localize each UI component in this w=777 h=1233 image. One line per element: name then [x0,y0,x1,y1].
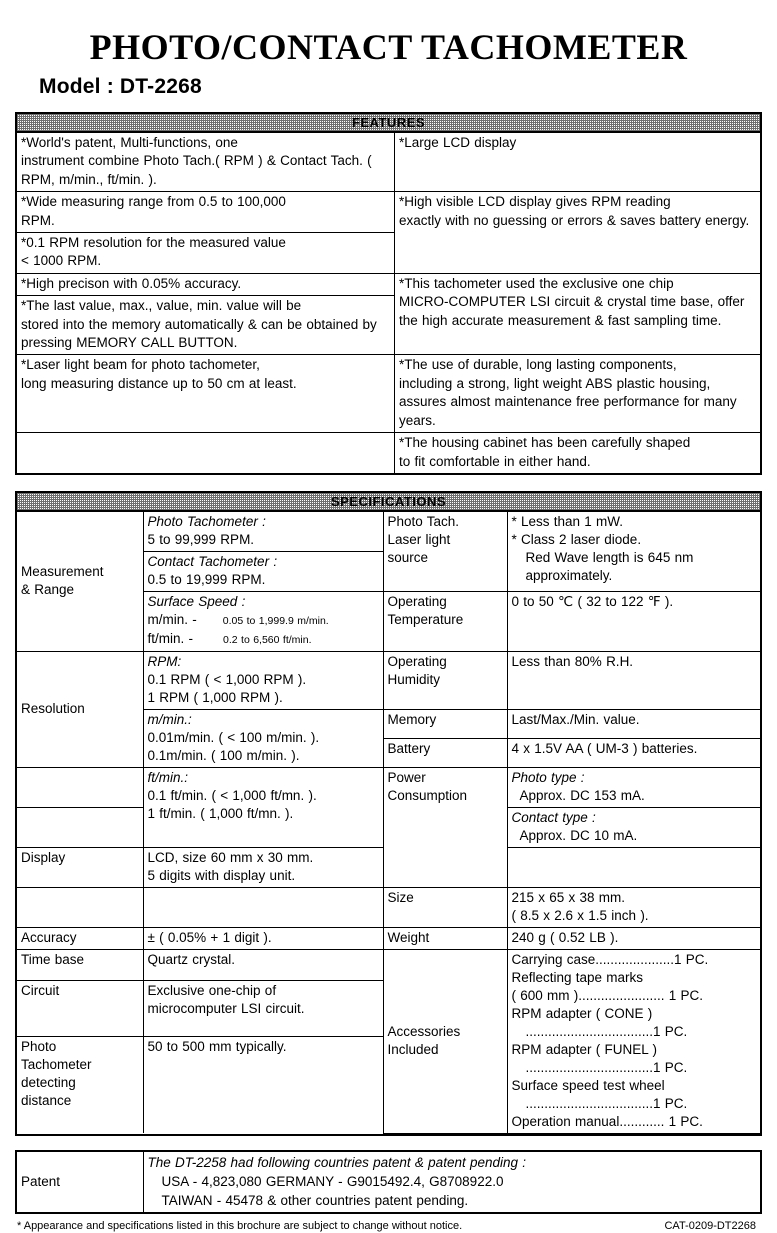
features-block [15,112,762,475]
patent-heading: The DT-2258 had following countries patent & patent pending : [147,1154,527,1170]
spec-value-line [148,611,380,630]
spec-value-line: Approx. DC 10 mA. [519,827,638,843]
spec-display-pad [17,887,143,927]
feature-line: *High precison with 0.05% accuracy. [21,275,242,291]
spec-value-display [143,847,383,887]
spec-value-line: 50 to 500 mm typically. [147,1039,287,1055]
spec-label-line: & Range [21,581,75,597]
spec-label-weight [383,927,507,949]
feature-line: exactly with no guessing or errors & saves [399,212,656,228]
feature-line: to fit comfortable in either hand. [399,453,591,469]
feature-line: performance for many years. [399,394,737,428]
spec-label-operating-humidity [383,651,507,709]
spec-value-laser-source [507,512,760,592]
table-row [17,1152,760,1212]
spec-label-line: Photo [21,1039,57,1055]
spec-value-line: 0.01m/min. ( < 100 m/min. ). [147,729,320,745]
spec-value-line: * Class 2 laser diode. [511,531,642,547]
spec-label-circuit [17,980,143,1036]
spec-value-line: 0.1 RPM ( < 1,000 RPM ). [147,671,307,687]
feature-line: measurement & fast sampling time. [507,312,722,328]
feature-line: *High visible LCD display gives RPM reading [399,194,671,210]
spec-label-size [383,887,507,927]
features-table [17,133,760,473]
feature-line: *Wide measuring range from 0.5 to 100,000 [21,194,286,210]
footer-catalog-number: CAT-0209-DT2268 [664,1219,756,1232]
accessory-item: ( 600 mm )....................... 1 PC. [511,987,704,1003]
spec-subtitle: Surface Speed : [147,593,246,609]
spec-label-accessories [383,949,507,1133]
feature-line: obtained by pressing MEMORY CALL [21,316,377,351]
spec-value-photo-tach [143,512,383,552]
feature-line: long measuring distance up to 50 cm at least. [21,375,297,391]
table-row [17,949,760,980]
spec-value-line: 1 RPM ( 1,000 RPM ). [147,689,283,705]
spec-label-line: Accessories [387,1023,461,1039]
feature-line: BUTTON. [178,335,238,351]
table-row [17,133,760,192]
spec-value-line: 5 digits with display unit. [147,867,296,883]
spec-label-resolution-cont [17,767,143,807]
spec-label-line: Humidity [387,671,441,687]
spec-label-line: Display [21,849,66,865]
spec-value-line: Quartz crystal. [147,951,236,967]
spec-value-power-contact [507,807,760,847]
feature-line: *World's patent, Multi-functions, one [21,135,238,150]
spec-value-resolution-ftmin [143,767,383,847]
feature-line: time base, offer the high accurate [399,294,745,328]
spec-value-line: Approx. DC 153 mA. [519,787,645,803]
spec-value-detecting-distance [143,1037,383,1134]
feature-cell [395,273,761,355]
spec-value-line: ( 8.5 x 2.6 x 1.5 inch ). [511,907,649,923]
feature-cell [17,355,395,433]
spec-label-line: Power [387,769,426,785]
spec-label-line: Weight [387,929,430,945]
spec-value-resolution-rpm [143,651,383,709]
spec-value-size-pad [507,847,760,887]
spec-value-size [507,887,760,927]
spec-value-timebase [143,949,383,980]
spec-value-line: Less than 80% R.H. [511,653,634,669]
spec-value-line: 5 to 99,999 RPM. [147,531,255,547]
accessory-item: ..................................1 PC. [525,1095,688,1111]
accessory-item: RPM adapter ( FUNEL ) [511,1041,658,1057]
spec-value-line: microcomputer LSI circuit. [147,1000,305,1016]
spec-label-line: Temperature [387,611,464,627]
table-row [17,887,760,927]
spec-label-timebase [17,949,143,980]
spec-label-line: detecting [21,1075,76,1091]
spec-label-battery [383,738,507,767]
spec-label-operating-temperature [383,591,507,651]
footer-notice: * Appearance and specifications listed in this brochure are subject to change without notice. [17,1219,463,1232]
table-row [17,192,760,233]
accessory-item: Carrying case.....................1 PC. [511,951,709,967]
feature-line: housing, assures almost maintenance free [399,375,711,410]
spec-label-line: Tachometer [21,1057,92,1073]
patent-table [17,1152,760,1212]
spec-value-contact-tach [143,551,383,591]
accessory-item: Surface speed test wheel [511,1077,665,1093]
spec-subtitle: Photo type : [511,769,585,785]
spec-label-accuracy [17,927,143,949]
spec-label-line: Consumption [387,787,468,803]
spec-spacer-cell [17,807,143,847]
feature-line: battery energy. [659,212,750,228]
table-row [17,273,760,295]
spec-label-line: distance [21,1093,72,1109]
feature-line: *Large LCD display [399,135,517,150]
feature-cell [395,433,761,473]
spec-value-line: 0.5 to 19,999 RPM. [147,571,266,587]
spec-subtitle: m/min.: [147,711,192,727]
spec-label-memory [383,709,507,738]
feature-line: *The use of durable, long lasting components, [399,357,677,373]
spec-value-line: Exclusive one-chip of [147,982,277,998]
spec-label-line: Laser light [387,531,451,547]
table-row [17,767,760,807]
spec-value-operating-temperature [507,591,760,651]
spec-value-line: Red Wave length is 645 nm [525,549,694,565]
spec-value-line: LCD, size 60 mm x 30 mm. [147,849,314,865]
feature-line: stored into the memory automatically & can be [21,316,303,332]
spec-value-power-photo [507,767,760,807]
spec-value-line: 1 ft/min. ( 1,000 ft/mn. ). [147,805,294,821]
feature-line: *This tachometer used the exclusive one chip [399,275,674,291]
spec-label-power-consumption [383,767,507,887]
table-row [17,355,760,433]
features-band-label: FEATURES [17,114,760,133]
spec-subtitle: RPM: [147,653,182,669]
spec-label-line: source [387,549,429,565]
patent-line: USA - 4,823,080 GERMANY - G9015492.4, G8708922.0 [161,1173,504,1189]
spec-display-pad2 [143,887,383,927]
feature-cell [17,273,395,295]
spec-value-operating-humidity [507,651,760,709]
spec-value-line: 0.1 ft/min. ( < 1,000 ft/mn. ). [147,787,317,803]
surface-ft-value: 0.2 to 6,560 ft/min. [223,633,312,646]
spec-subtitle: Contact Tachometer : [147,553,278,569]
feature-line: instrument combine Photo Tach.( RPM ) & [21,153,276,169]
feature-line: Contact Tach. ( RPM, m/min., ft/min. ). [21,153,372,187]
spec-value-line: ± ( 0.05% + 1 digit ). [147,929,272,945]
spec-value-line: approximately. [525,567,613,583]
table-row [17,651,760,709]
surface-ft-label: ft/min. - [147,630,194,646]
spec-value-resolution-mmin [143,709,383,767]
spec-value-line: 0.1m/min. ( 100 m/min. ). [147,747,300,763]
feature-line: *0.1 RPM resolution for the measured value [21,235,286,251]
model-number: Model : DT-2268 [39,75,202,98]
spec-label-line: Size [387,889,414,905]
specifications-table [17,512,760,1134]
patent-value [143,1152,760,1212]
feature-line: *The last value, max., value, min. value will be [21,298,302,314]
accessory-item: Reflecting tape marks [511,969,644,985]
spec-label-line: Operating [387,653,447,669]
spec-value-line: Last/Max./Min. value. [511,711,640,727]
patent-label-text: Patent [21,1173,61,1189]
brochure-page [0,26,777,1232]
spec-label-line: Time base [21,951,85,967]
spec-value-memory [507,709,760,738]
accessory-item: RPM adapter ( CONE ) [511,1005,653,1021]
spec-subtitle: Contact type : [511,809,596,825]
spec-label-line: Included [387,1041,439,1057]
page-title: PHOTO/CONTACT TACHOMETER [89,27,688,67]
spec-label-line: Measurement [21,563,104,579]
feature-line: RPM. [21,212,55,228]
feature-cell [395,192,761,274]
feature-cell [395,355,761,433]
accessory-item: Operation manual............ 1 PC. [511,1113,703,1129]
spec-label-measurement [17,512,143,652]
spec-label-line: Accuracy [21,929,77,945]
spec-value-accuracy [143,927,383,949]
spec-label-line: Circuit [21,982,60,998]
surface-m-value: 0.05 to 1,999.9 m/min. [222,614,329,627]
feature-line: < 1000 RPM. [21,253,102,269]
spec-value-surface-speed [143,591,383,651]
feature-cell [17,133,395,192]
feature-line: including a strong, light weight ABS plastic [399,375,655,391]
spec-label-line: Operating [387,593,447,609]
table-row [17,512,760,552]
patent-block [15,1150,762,1214]
table-row [17,433,760,473]
feature-line: MICRO-COMPUTER LSI circuit & crystal [399,294,647,310]
specifications-block [15,491,762,1136]
feature-cell [17,296,395,355]
spec-value-line: 4 x 1.5V AA ( UM-3 ) batteries. [511,740,698,756]
spec-subtitle: Photo Tachometer : [147,513,266,529]
surface-m-label: m/min. - [147,611,197,627]
spec-label-display [17,847,143,887]
spec-label-detecting-distance [17,1037,143,1134]
spec-value-circuit [143,980,383,1036]
spec-value-accessories [507,949,760,1133]
patent-label [17,1152,143,1212]
spec-value-battery [507,738,760,767]
feature-cell [395,133,761,192]
spec-label-line: Resolution [21,700,85,716]
spec-value-line: 240 g ( 0.52 LB ). [511,929,619,945]
spec-value-line [148,630,380,649]
spec-value-line: * Less than 1 mW. [511,513,624,529]
accessory-item: ..................................1 PC. [525,1023,688,1039]
spec-label-laser-source [383,512,507,592]
feature-cell [17,192,395,233]
spec-label-resolution [17,651,143,767]
spec-label-line: Memory [387,711,437,727]
patent-line: TAIWAN - 45478 & other countries patent pending. [161,1192,469,1208]
spec-value-line: 0 to 50 ℃ ( 32 to 122 ℉ ). [511,593,674,609]
spec-label-line: Photo Tach. [387,513,460,529]
spec-value-weight [507,927,760,949]
feature-spacer-cell [17,433,395,473]
specifications-band-label: SPECIFICATIONS [17,493,760,512]
spec-subtitle: ft/min.: [147,769,189,785]
spec-label-line: Battery [387,740,431,756]
spec-value-line: 215 x 65 x 38 mm. [511,889,626,905]
feature-line: *Laser light beam for photo tachometer, [21,357,260,373]
feature-line: *The housing cabinet has been carefully shaped [399,435,691,451]
accessory-item: ..................................1 PC. [525,1059,688,1075]
feature-cell [17,233,395,274]
page-footer [15,1219,762,1233]
table-row [17,927,760,949]
